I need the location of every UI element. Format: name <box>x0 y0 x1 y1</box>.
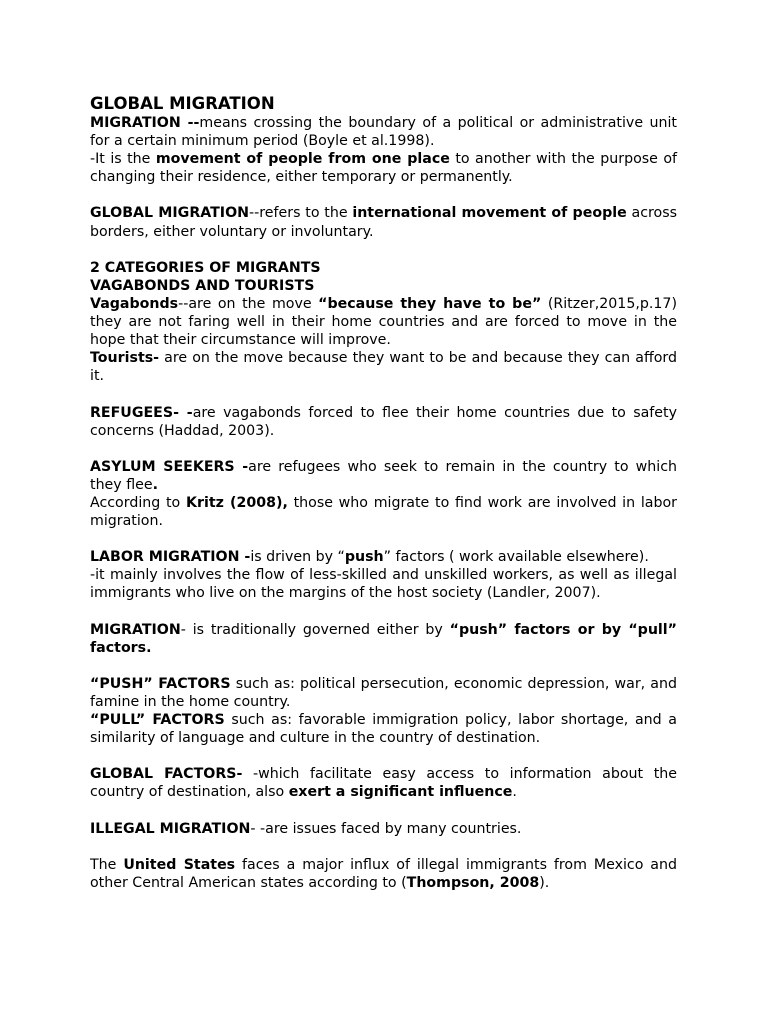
spacer <box>90 747 677 765</box>
spacer <box>90 241 677 259</box>
labor-flow-paragraph: -it mainly involves the flow of less-skilled and unskilled workers, as well as illegal immigrants who live on the margins of the host society (Landler, 2007). <box>90 567 677 602</box>
spacer <box>90 657 677 675</box>
migration-term: MIGRATION -- <box>90 115 200 131</box>
vagabonds-paragraph: Vagabonds--are on the move “because they have to be” (Ritzer,2015,p.17) they are not faring well in their home countries and are forced to move in the hope that their circumstance will improve. <box>90 295 677 349</box>
labor-migration-term: LABOR MIGRATION - <box>90 549 251 566</box>
spacer <box>90 186 677 204</box>
spacer <box>90 838 677 856</box>
document-page <box>90 94 677 892</box>
refugees-paragraph: REFUGEES- -are vagabonds forced to flee their home countries due to safety concerns (Haddad, 2003). <box>90 404 677 439</box>
push-factors-term: “PUSH” FACTORS <box>90 675 231 692</box>
categories-heading: 2 CATEGORIES OF MIGRANTS <box>90 259 321 276</box>
vagabonds-tourists-heading: VAGABONDS AND TOURISTS <box>90 277 315 294</box>
spacer <box>90 530 677 548</box>
asylum-seekers-term: ASYLUM SEEKERS - <box>90 458 249 475</box>
global-migration-paragraph: GLOBAL MIGRATION--refers to the international movement of people across borders, either voluntary or involuntary. <box>90 205 677 240</box>
kritz-paragraph: According to Kritz (2008), those who migrate to find work are involved in labor migration. <box>90 494 677 530</box>
illegal-migration-paragraph: ILLEGAL MIGRATION- -are issues faced by many countries. <box>90 820 522 837</box>
migration-governed-paragraph: MIGRATION- is traditionally governed either by “push” factors or by “pull” factors. <box>90 621 677 656</box>
tourists-paragraph: Tourists- are on the move because they want to be and because they can afford it. <box>90 350 677 385</box>
united-states-paragraph: The United States faces a major influx of illegal immigrants from Mexico and other Central American states according to (Thompson, 2008). <box>90 856 678 891</box>
migration-definition: MIGRATION --means crossing the boundary of a political or administrative unit for a certain minimum period (Boyle et al.1998). <box>90 115 677 150</box>
spacer <box>90 440 677 458</box>
global-factors-paragraph: GLOBAL FACTORS- -which facilitate easy access to information about the country of destination, also exert a significant influence. <box>90 766 677 801</box>
spacer <box>90 603 677 621</box>
global-migration-term: GLOBAL MIGRATION <box>90 205 250 222</box>
spacer <box>90 802 677 820</box>
push-factors-paragraph: “PUSH” FACTORS such as: political persecution, economic depression, war, and famine in the home country. <box>90 675 678 710</box>
asylum-seekers-paragraph: ASYLUM SEEKERS -are refugees who seek to remain in the country to which they flee. <box>90 458 677 493</box>
pull-factors-paragraph: “PULL” FACTORS such as: favorable immigration policy, labor shortage, and a similarity of language and culture in the country of destination. <box>90 712 677 747</box>
movement-paragraph: -It is the movement of people from one place to another with the purpose of changing their residence, either temporary or permanently. <box>90 151 678 186</box>
illegal-migration-term: ILLEGAL MIGRATION <box>90 820 251 837</box>
global-factors-term: GLOBAL FACTORS- <box>90 766 243 783</box>
refugees-term: REFUGEES- - <box>90 404 193 421</box>
pull-factors-term: “PULL” FACTORS <box>90 712 225 729</box>
tourists-term: Tourists- <box>90 350 160 367</box>
document-title: GLOBAL MIGRATION <box>90 94 275 113</box>
migration-term-2: MIGRATION <box>90 621 181 638</box>
spacer <box>90 385 677 403</box>
labor-migration-paragraph: LABOR MIGRATION -is driven by “push” factors ( work available elsewhere). <box>90 549 649 566</box>
vagabonds-term: Vagabonds <box>90 295 179 312</box>
